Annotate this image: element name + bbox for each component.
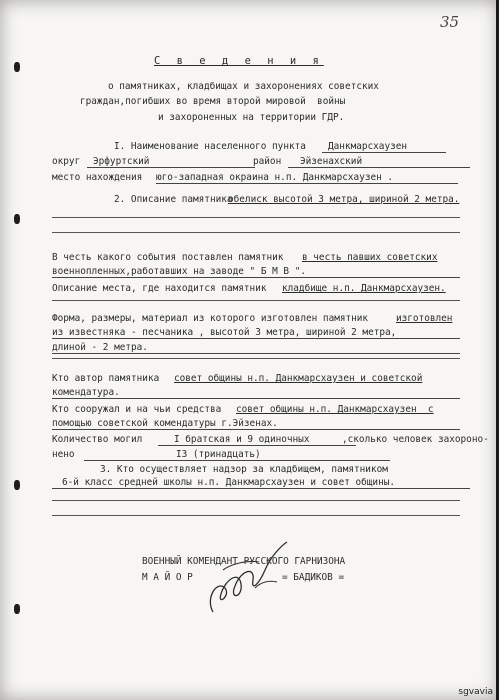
subtitle-line: и захороненных на территории ГДР.: [158, 112, 345, 123]
author-label: Кто автор памятника: [52, 373, 160, 384]
region-value: Эйзенахский: [288, 156, 470, 168]
signatory-name: = БАДИКОВ =: [282, 572, 345, 583]
settlement-value: Данкмарсхаузен: [322, 141, 446, 153]
event-label: В честь какого события поставлен памятник: [52, 252, 284, 263]
monument-description: обелиск высотой 3 метра, шириной 2 метра.: [228, 194, 460, 205]
builder-value-cont: помощью советской комендатуры г.Эйзенах.: [52, 418, 460, 430]
page-number: 35: [440, 13, 460, 31]
event-value: в честь павших советских: [302, 252, 438, 263]
binder-hole: [14, 604, 20, 614]
watermark: sgvavia: [458, 687, 493, 697]
buried-label: ,сколько человек захороно-: [342, 434, 489, 445]
form-value-cont: из известняка - песчаника , высотой 3 метра, шириной 2 метра,: [52, 327, 460, 339]
blank-line: [52, 515, 460, 516]
section1-label: I. Наименование населенного пункта: [114, 141, 306, 152]
rank: М А Й О Р: [142, 572, 193, 583]
handwritten-signature: [195, 540, 305, 620]
subtitle-line: о памятниках, кладбищах и захоронениях советских: [108, 81, 379, 92]
subtitle-line: граждан,погибших во время второй мировой войны: [80, 96, 346, 107]
supervision-value: 6-й класс средней школы н.п. Данкмарсхаузен и совет общины.: [52, 477, 470, 489]
section2-label: 2. Описание памятника: [114, 194, 233, 205]
graves-value: I братская и 9 одиночных: [158, 434, 356, 446]
form-value: изготовлен: [396, 313, 453, 324]
blank-line: [52, 232, 460, 233]
blank-line: [52, 217, 460, 218]
district-label: округ: [52, 156, 81, 167]
buried-label-cont: нено: [52, 449, 75, 460]
section3-label: 3. Кто осуществляет надзор за кладбищем, памятником: [100, 464, 388, 475]
graves-label: Количество могил: [52, 434, 143, 445]
author-value-cont: комендатура.: [52, 387, 460, 399]
location-label: место нахождения: [52, 172, 143, 183]
district-value: Эрфуртский: [87, 156, 255, 168]
form-value-cont: длиной - 2 метра.: [52, 342, 460, 354]
document-title: С в е д е н и я: [154, 55, 324, 67]
builder-label: Кто сооружал и на чьи средства: [52, 404, 222, 415]
place-label: Описание места, где находится памятник: [52, 283, 267, 294]
location-value: юго-западная окраина н.п. Данкмарсхаузен .: [156, 172, 458, 184]
commandant-title: ВОЕННЫЙ КОМЕНДАНТ РУССКОГО ГАРНИЗОНА: [142, 556, 346, 567]
region-label: район: [253, 156, 282, 167]
blank-line: [52, 300, 460, 301]
author-value: совет общины н.п. Данкмарсхаузен и советской: [174, 373, 423, 384]
place-value: кладбище н.п. Данкмарсхаузен.: [282, 283, 446, 294]
builder-value: совет общины н.п. Данкмарсхаузен с: [236, 404, 434, 415]
buried-value: I3 (тринадцать): [84, 449, 390, 461]
binder-hole: [14, 480, 20, 490]
event-value-cont: военнопленных,работавших на заводе " Б М В ".: [52, 266, 460, 278]
binder-hole: [14, 62, 20, 72]
blank-line: [52, 358, 460, 359]
binder-hole: [14, 214, 20, 224]
blank-line: [52, 500, 460, 501]
form-label: Форма, размеры, материал из которого изготовлен памятник: [52, 313, 369, 324]
